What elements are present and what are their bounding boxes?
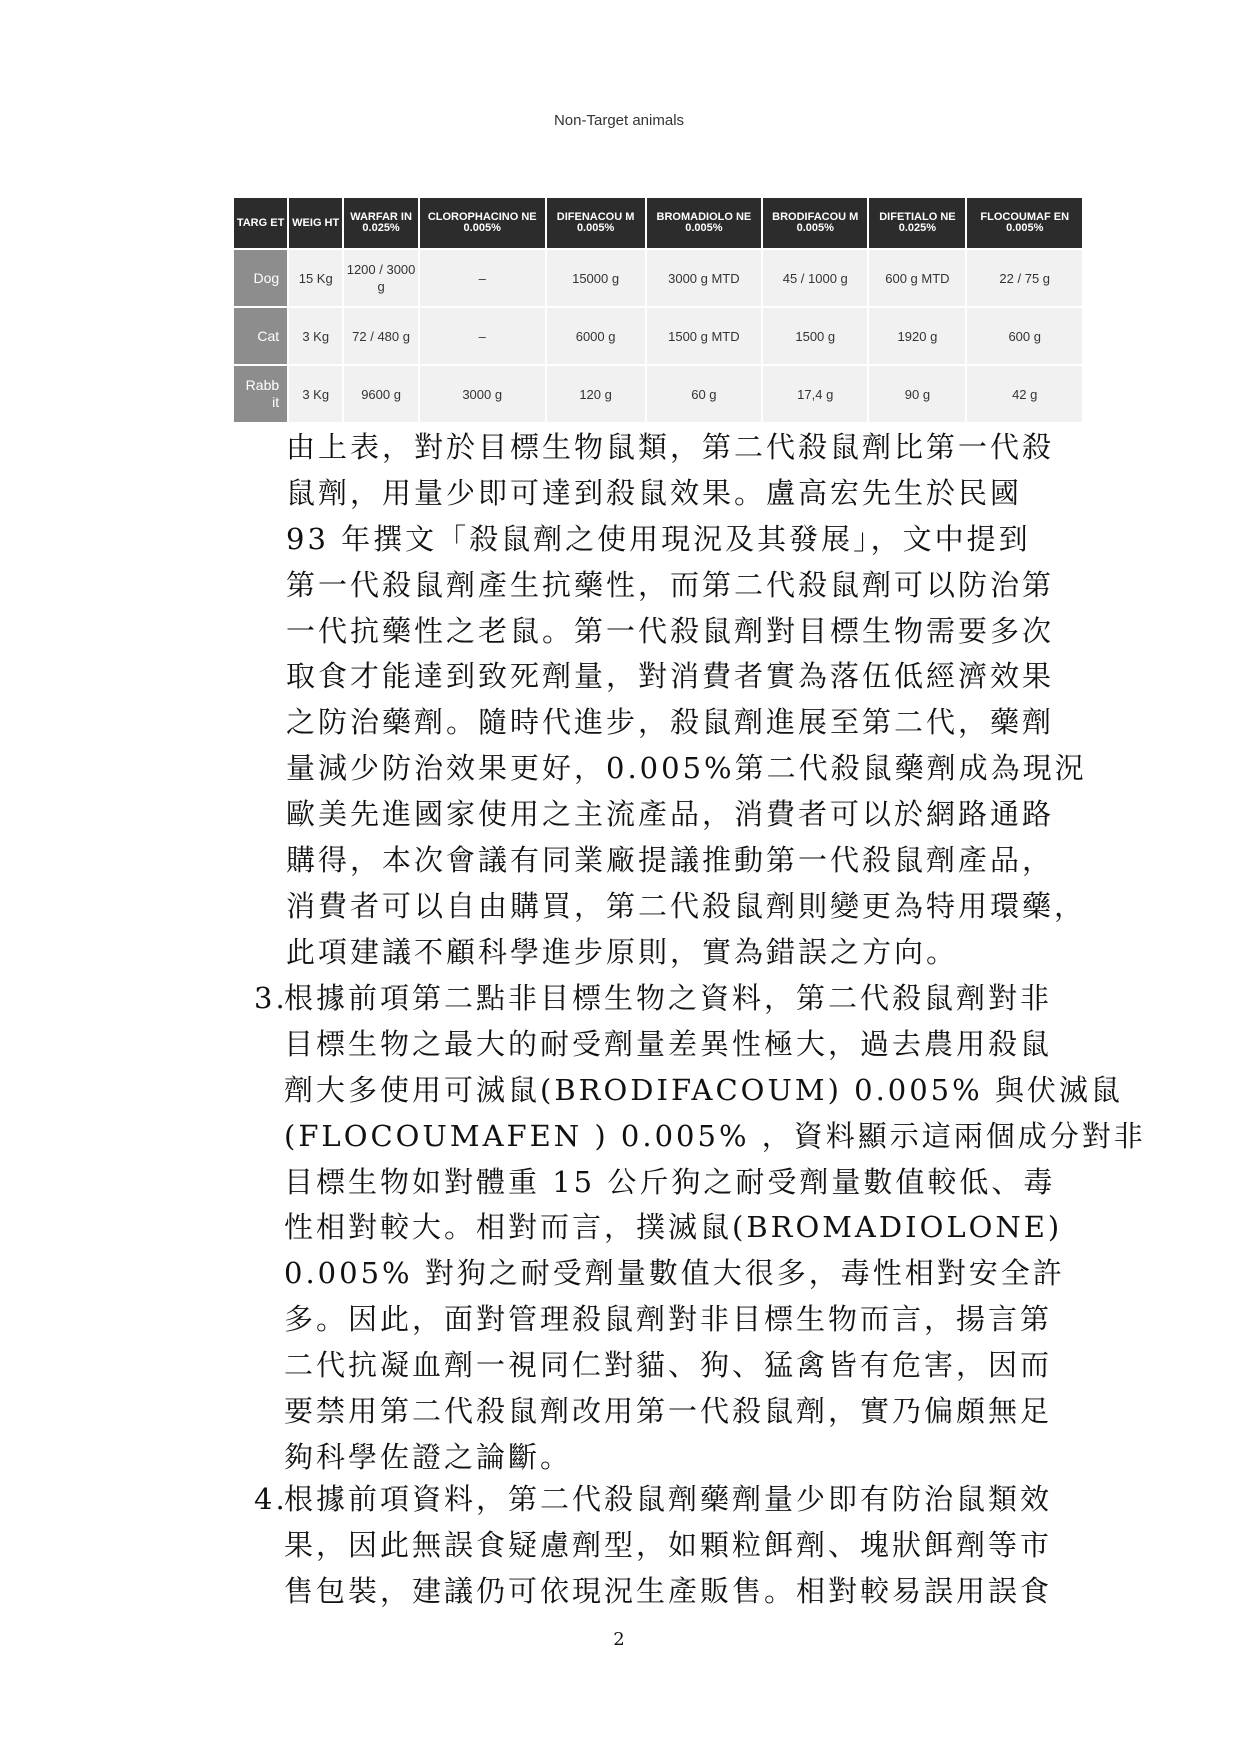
text-line: 歐美先進國家使用之主流產品，消費者可以於網路通路 bbox=[286, 797, 1055, 832]
table-row bbox=[234, 250, 1082, 306]
item-number: 3. bbox=[254, 981, 288, 1015]
table-cell: – bbox=[420, 250, 545, 306]
table-cell: 90 g bbox=[869, 366, 965, 422]
text-line: 劑大多使用可滅鼠(BRODIFACOUM) 0.005% 與伏滅鼠 bbox=[284, 1072, 1123, 1107]
header-clorophacinone: CLOROPHACINO NE 0.005% bbox=[420, 198, 545, 248]
text-line: 要禁用第二代殺鼠劑改用第一代殺鼠劑，實乃偏頗無足 bbox=[284, 1394, 1053, 1429]
list-item-4 bbox=[254, 1477, 1110, 1615]
table-cell: 15 Kg bbox=[289, 250, 342, 306]
text-line: 目標生物如對體重 15 公斤狗之耐受劑量數值較低、毒 bbox=[284, 1164, 1056, 1199]
text-line: 性相對較大。相對而言，撲滅鼠(BROMADIOLONE) bbox=[284, 1210, 1063, 1245]
header-weight: WEIG HT bbox=[289, 198, 342, 248]
table-cell: 9600 g bbox=[344, 366, 418, 422]
table-header-row bbox=[234, 198, 1082, 248]
table-cell: 60 g bbox=[647, 366, 761, 422]
text-line: 之防治藥劑。隨時代進步，殺鼠劑進展至第二代，藥劑 bbox=[286, 705, 1055, 740]
table-cell: 1920 g bbox=[869, 308, 965, 364]
table-row bbox=[234, 366, 1082, 422]
text-line: 鼠劑，用量少即可達到殺鼠效果。盧高宏先生於民國 bbox=[286, 475, 1023, 510]
table-cell: 72 / 480 g bbox=[344, 308, 418, 364]
header-brodifacoum: BRODIFACOU M 0.005% bbox=[763, 198, 867, 248]
table-cell: 45 / 1000 g bbox=[763, 250, 867, 306]
table-cell: 120 g bbox=[547, 366, 645, 422]
text-line: 一代抗藥性之老鼠。第一代殺鼠劑對目標生物需要多次 bbox=[286, 613, 1055, 648]
table-cell: 3000 g MTD bbox=[647, 250, 761, 306]
table-caption: Non-Target animals bbox=[553, 112, 685, 129]
text-line: 第一代殺鼠劑產生抗藥性，而第二代殺鼠劑可以防治第 bbox=[286, 567, 1055, 602]
header-flocoumafen: FLOCOUMAF EN 0.005% bbox=[967, 198, 1082, 248]
item-number: 4. bbox=[254, 1482, 288, 1516]
text-line: 取食才能達到致死劑量，對消費者實為落伍低經濟效果 bbox=[286, 659, 1055, 694]
text-line: 根據前項第二點非目標生物之資料，第二代殺鼠劑對非 bbox=[284, 981, 1053, 1015]
table-cell: 17,4 g bbox=[763, 366, 867, 422]
text-line: 售包裝，建議仍可依現況生產販售。相對較易誤用誤食 bbox=[284, 1573, 1053, 1608]
text-line: 根據前項資料，第二代殺鼠劑藥劑量少即有防治鼠類效 bbox=[284, 1482, 1053, 1516]
text-line: 0.005% 對狗之耐受劑量數值大很多，毒性相對安全許 bbox=[284, 1256, 1065, 1291]
text-line: 消費者可以自由購買，第二代殺鼠劑則變更為特用環藥， bbox=[286, 888, 1087, 923]
text-line: 果，因此無誤食疑慮劑型，如顆粒餌劑、塊狀餌劑等市 bbox=[284, 1527, 1053, 1562]
header-warfarin: WARFAR IN 0.025% bbox=[344, 198, 418, 248]
header-target: TARG ET bbox=[234, 198, 287, 248]
text-line: 購得，本次會議有同業廠提議推動第一代殺鼠劑產品， bbox=[286, 843, 1055, 878]
table-cell: 3 Kg bbox=[289, 308, 342, 364]
text-line: 夠科學佐證之論斷。 bbox=[284, 1439, 573, 1474]
text-line: 目標生物之最大的耐受劑量差異性極大，過去農用殺鼠 bbox=[284, 1026, 1053, 1061]
table-cell: Dog bbox=[234, 250, 287, 306]
header-difetialone: DIFETIALO NE 0.025% bbox=[869, 198, 965, 248]
table-row bbox=[234, 308, 1082, 364]
table-cell: 1500 g bbox=[763, 308, 867, 364]
table-cell: 6000 g bbox=[547, 308, 645, 364]
header-bromadiolone: BROMADIOLO NE 0.005% bbox=[647, 198, 761, 248]
table-cell: 15000 g bbox=[547, 250, 645, 306]
text-line: 93 年撰文「殺鼠劑之使用現況及其發展」，文中提到 bbox=[286, 521, 1031, 556]
list-item-3 bbox=[254, 976, 1146, 1481]
table-cell: Cat bbox=[234, 308, 287, 364]
table-cell: 1500 g MTD bbox=[647, 308, 761, 364]
table-cell: 22 / 75 g bbox=[967, 250, 1082, 306]
table-cell: 1200 / 3000 g bbox=[344, 250, 418, 306]
table-cell: – bbox=[420, 308, 545, 364]
toxicity-table bbox=[232, 196, 1084, 424]
header-difenacoum: DIFENACOU M 0.005% bbox=[547, 198, 645, 248]
table-cell: 600 g bbox=[967, 308, 1082, 364]
text-line: 由上表，對於目標生物鼠類，第二代殺鼠劑比第一代殺 bbox=[286, 430, 1055, 464]
text-line: 此項建議不顧科學進步原則，實為錯誤之方向。 bbox=[286, 934, 959, 969]
page-number: 2 bbox=[613, 1629, 625, 1650]
table-cell: 600 g MTD bbox=[869, 250, 965, 306]
table-cell: Rabb it bbox=[234, 366, 287, 422]
table-cell: 3 Kg bbox=[289, 366, 342, 422]
text-line: (FLOCOUMAFEN ) 0.005% ，資料顯示這兩個成分對非 bbox=[284, 1118, 1146, 1153]
text-line: 多。因此，面對管理殺鼠劑對非目標生物而言，揚言第 bbox=[284, 1302, 1053, 1337]
table-cell: 3000 g bbox=[420, 366, 545, 422]
table-cell: 42 g bbox=[967, 366, 1082, 422]
text-line: 量減少防治效果更好，0.005%第二代殺鼠藥劑成為現況 bbox=[286, 751, 1087, 786]
paragraph-1 bbox=[286, 425, 1110, 976]
text-line: 二代抗凝血劑一視同仁對貓、狗、猛禽皆有危害，因而 bbox=[284, 1348, 1053, 1383]
